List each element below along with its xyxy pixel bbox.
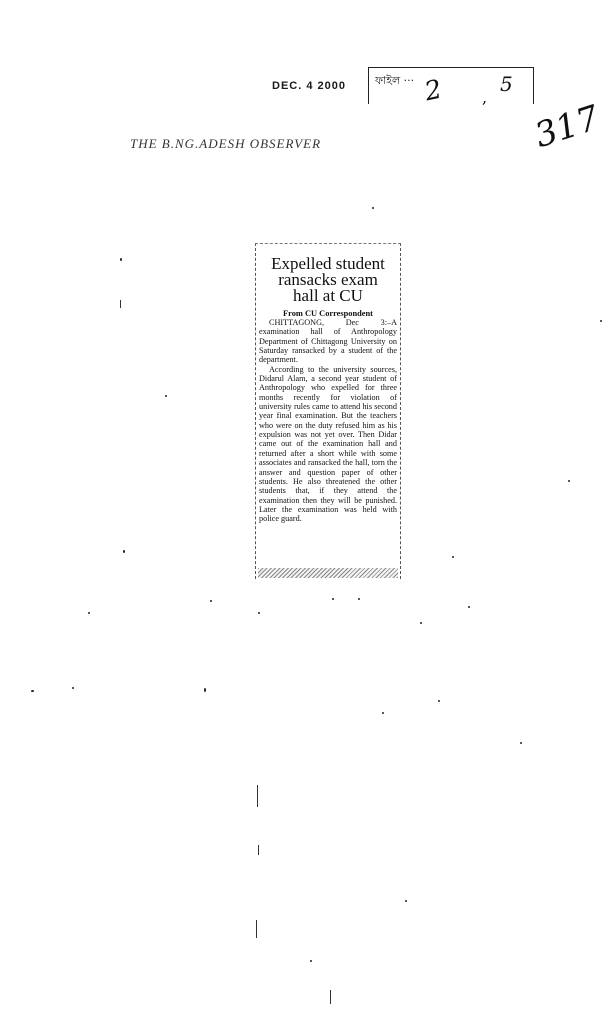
speck (358, 598, 360, 600)
speck (452, 556, 454, 558)
date-stamp: DEC. 4 2000 (272, 80, 346, 92)
speck (310, 960, 312, 962)
scan-streak (256, 920, 257, 938)
speck (72, 687, 74, 689)
speck (120, 258, 122, 261)
speck (382, 712, 384, 714)
newspaper-source: THE B.NG.ADESH OBSERVER (130, 136, 322, 151)
speck (372, 207, 374, 209)
speck (204, 688, 206, 692)
speck (258, 612, 260, 614)
headline (259, 256, 397, 304)
headline-line: Expelled student (271, 254, 385, 273)
scan-streak (258, 845, 259, 855)
handwritten-mark-2: 5 (500, 72, 513, 96)
speck (405, 900, 407, 902)
speck (468, 606, 470, 608)
scan-streak (330, 990, 331, 1004)
speck (568, 480, 570, 482)
scan-streak (120, 300, 121, 308)
clipping-torn-edge (258, 568, 398, 578)
headline-line: ransacks exam (278, 270, 378, 289)
file-label: ফাইল ··· (375, 74, 415, 87)
speck (332, 598, 334, 600)
byline: From CU Correspondent (283, 309, 373, 318)
handwritten-page-number: 317 (530, 97, 605, 157)
speck (600, 320, 602, 322)
speck (210, 600, 212, 602)
handwritten-mark: 2 (422, 74, 445, 108)
news-clipping (255, 243, 401, 579)
article-body (259, 318, 397, 524)
speck (420, 622, 422, 624)
article-paragraph: CHITTAGONG, Dec 3:–A examination hall of Anthropology Department of Chittagong University on Saturday ransacked by a student of the department. (259, 318, 397, 365)
headline-line: hall at CU (293, 286, 363, 305)
scan-streak (257, 785, 258, 807)
article-paragraph: According to the university sources, Didarul Alam, a second year student of Anthropology who expelled for three months recently for violation of university rules came to attend his second year final examination. But the teachers who were on the duty refused him as his expulsion was not yet over. Then Didar came out of the examination hall and returned after a short while with some associates and ransacked the hall, torn the answer and question paper of other students. He also threatened the other students that, if they attend the examination then they will be punished. Later the examination was held with police guard. (259, 364, 397, 524)
speck (31, 690, 34, 692)
handwritten-comma: , (482, 88, 488, 107)
speck (438, 700, 440, 702)
speck (165, 395, 167, 397)
speck (520, 742, 522, 744)
speck (123, 550, 125, 553)
speck (88, 612, 90, 614)
